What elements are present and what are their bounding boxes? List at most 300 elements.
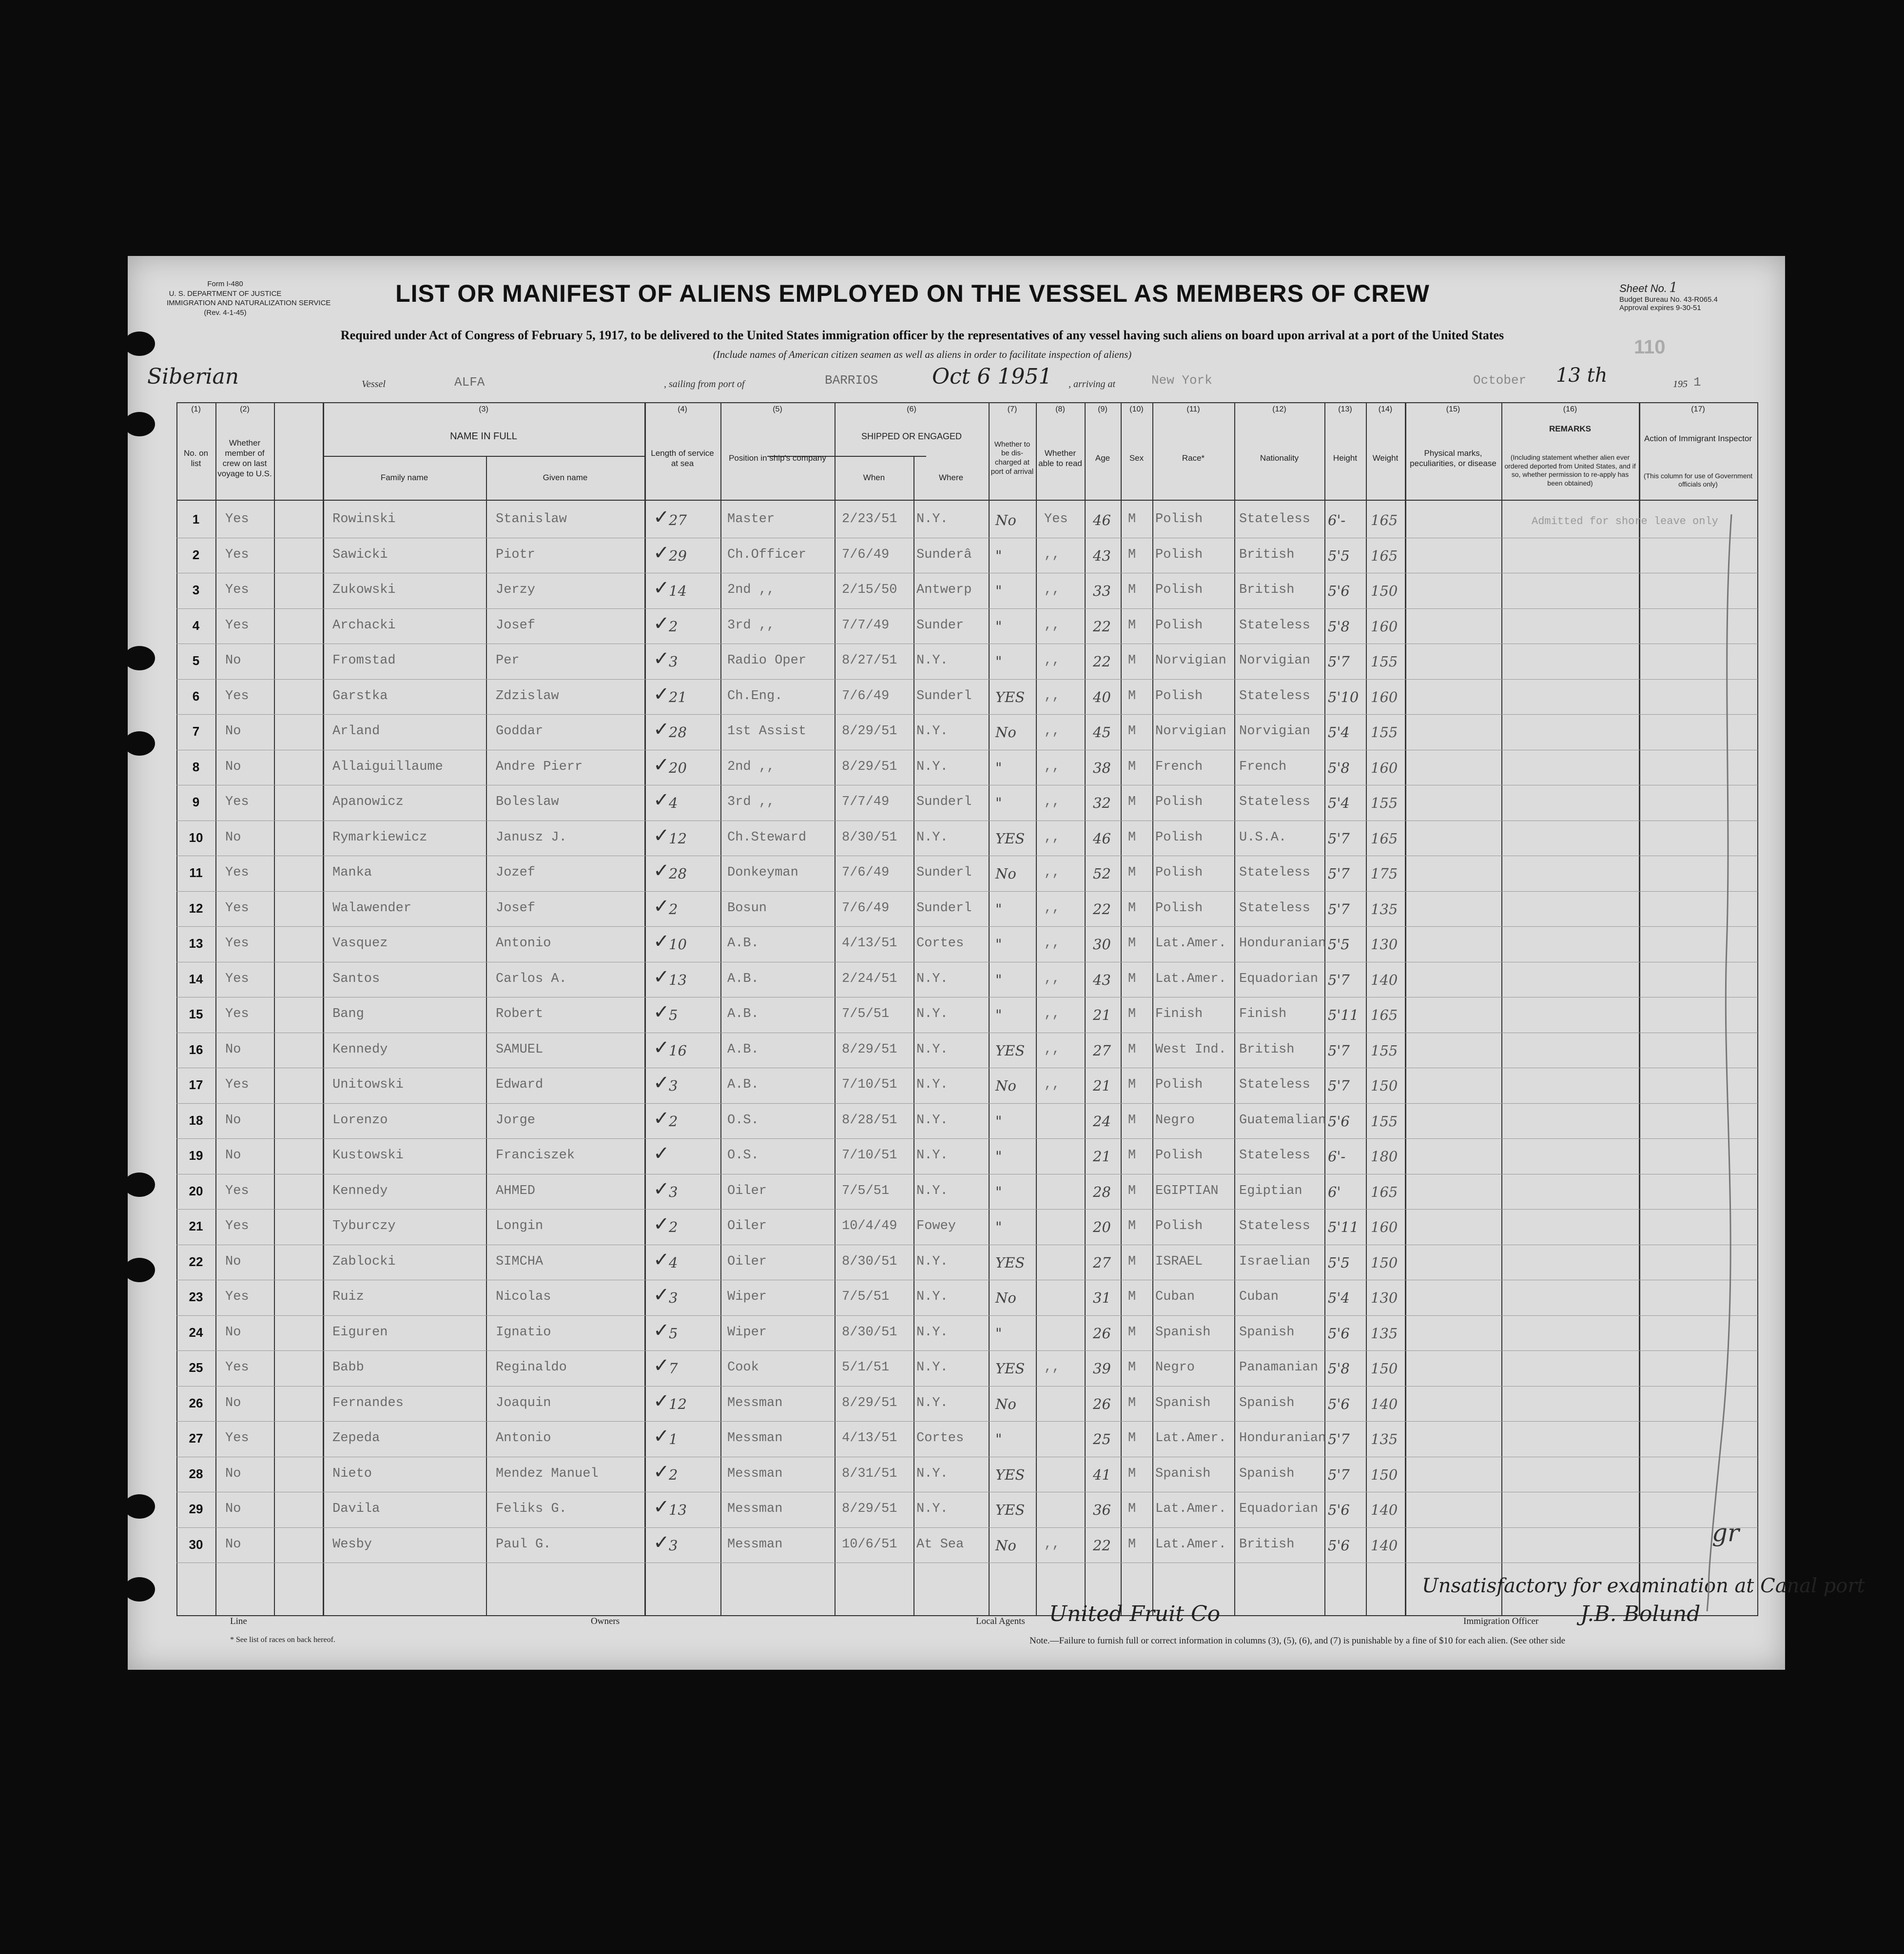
cell-sex: M xyxy=(1128,512,1136,527)
col-head-position: Position in ship's company xyxy=(729,453,826,463)
table-row xyxy=(176,714,1758,749)
cell-shipped-when: 8/30/51 xyxy=(842,1325,897,1340)
cell-crew-last-voyage: Yes xyxy=(225,1183,249,1198)
cell-discharged: No xyxy=(995,1537,1016,1554)
cell-race: West Ind. xyxy=(1155,1042,1226,1057)
footer-note: Note.—Failure to furnish full or correct information in columns (3), (5), (6), and (7) is punishable by a fine of $10 for each alien. (See other side xyxy=(1030,1636,1566,1646)
cell-weight: 180 xyxy=(1371,1148,1398,1165)
cell-shipped-when: 8/29/51 xyxy=(842,724,897,739)
cell-nationality: British xyxy=(1239,1042,1295,1057)
checkmark-icon: ✓ xyxy=(653,824,670,847)
cell-row-number: 18 xyxy=(189,1113,203,1128)
cell-given-name: Zdzislaw xyxy=(496,688,559,703)
cell-height: 5'5 xyxy=(1328,547,1350,564)
cell-shipped-where: N.Y. xyxy=(916,1077,948,1092)
cell-family-name: Zablocki xyxy=(332,1254,396,1269)
cell-weight: 155 xyxy=(1371,1042,1398,1059)
table-row xyxy=(176,856,1758,891)
cell-shipped-where: N.Y. xyxy=(916,512,948,527)
cell-position: 2nd ,, xyxy=(727,583,775,597)
table-row xyxy=(176,1245,1758,1280)
cell-height: 5'6 xyxy=(1328,1537,1350,1554)
cell-crew-last-voyage: Yes xyxy=(225,512,249,527)
cell-able-to-read: ,, xyxy=(1044,618,1060,633)
col-num-10: (10) xyxy=(1129,405,1144,413)
cell-able-to-read: ,, xyxy=(1044,547,1060,562)
cell-weight: 140 xyxy=(1371,1395,1398,1412)
cell-position: Ch.Eng. xyxy=(727,688,783,703)
cell-race: Lat.Amer. xyxy=(1155,1502,1226,1516)
cell-position: 3rd ,, xyxy=(727,795,775,809)
cell-discharged: " xyxy=(995,1113,1002,1130)
cell-row-number: 21 xyxy=(189,1219,203,1233)
cell-given-name: Jorge xyxy=(496,1113,536,1128)
checkmark-icon: ✓ xyxy=(653,1213,670,1235)
cell-discharged: " xyxy=(995,583,1002,599)
form-identifier xyxy=(167,279,331,317)
table-row xyxy=(176,785,1758,820)
cell-nationality: Finish xyxy=(1239,1007,1287,1021)
cell-row-number: 30 xyxy=(189,1537,203,1552)
cell-shipped-when: 8/30/51 xyxy=(842,830,897,845)
checkmark-icon: ✓ xyxy=(653,1001,670,1023)
table-row xyxy=(176,1386,1758,1421)
cell-family-name: Babb xyxy=(332,1360,364,1375)
table-row xyxy=(176,962,1758,997)
col-num-13: (13) xyxy=(1338,405,1352,413)
col-head-given: Given name xyxy=(543,473,588,483)
cell-height: 5'10 xyxy=(1328,688,1359,705)
cell-weight: 150 xyxy=(1371,1360,1398,1377)
cell-shipped-when: 2/24/51 xyxy=(842,971,897,986)
cell-discharged: " xyxy=(995,1431,1002,1447)
cell-crew-last-voyage: Yes xyxy=(225,1290,249,1304)
cell-height: 5'8 xyxy=(1328,1360,1350,1377)
cell-shipped-when: 8/29/51 xyxy=(842,1042,897,1057)
cell-sex: M xyxy=(1128,1537,1136,1552)
cell-able-to-read: ,, xyxy=(1044,724,1060,739)
form-footer xyxy=(176,1602,1758,1670)
cell-service-length: 28 xyxy=(669,724,687,741)
table-row xyxy=(176,679,1758,714)
cell-row-number: 1 xyxy=(192,512,200,527)
cell-shipped-where: N.Y. xyxy=(916,830,948,845)
cell-nationality: Stateless xyxy=(1239,795,1310,809)
cell-race: EGIPTIAN xyxy=(1155,1183,1219,1198)
cell-discharged: " xyxy=(995,936,1002,953)
cell-row-number: 19 xyxy=(189,1148,203,1163)
checkmark-icon: ✓ xyxy=(653,895,670,918)
cell-row-number: 11 xyxy=(189,865,203,880)
cell-family-name: Fromstad xyxy=(332,653,396,668)
cell-given-name: Mendez Manuel xyxy=(496,1466,599,1481)
cell-sex: M xyxy=(1128,1360,1136,1375)
cell-shipped-where: N.Y. xyxy=(916,1007,948,1021)
cell-age: 21 xyxy=(1093,1077,1111,1094)
cell-row-number: 9 xyxy=(192,795,200,809)
col-num-16: (16) xyxy=(1563,405,1577,413)
cell-height: 6' xyxy=(1328,1183,1341,1200)
cell-given-name: Antonio xyxy=(496,936,551,951)
cell-crew-last-voyage: No xyxy=(225,1042,241,1057)
col-head-physical: Physical marks, peculiarities, or disease xyxy=(1410,448,1496,468)
col-head-where: Where xyxy=(938,473,964,483)
table-row xyxy=(176,1527,1758,1563)
cell-race: Polish xyxy=(1155,865,1203,880)
cell-service-length: 27 xyxy=(669,512,687,528)
cell-family-name: Vasquez xyxy=(332,936,388,951)
cell-row-number: 3 xyxy=(192,583,200,597)
cell-row-number: 4 xyxy=(192,618,200,633)
cell-height: 5'7 xyxy=(1328,865,1350,882)
punch-hole xyxy=(124,1494,155,1519)
cell-service-length: 28 xyxy=(669,865,687,882)
checkmark-icon: ✓ xyxy=(653,1107,670,1130)
cell-race: Lat.Amer. xyxy=(1155,1537,1226,1552)
checkmark-icon: ✓ xyxy=(653,1072,670,1094)
cell-position: Cook xyxy=(727,1360,759,1375)
remark-row1: Admitted for shore leave only xyxy=(1532,515,1718,528)
cell-position: Wiper xyxy=(727,1325,767,1340)
cell-sex: M xyxy=(1128,865,1136,880)
table-row xyxy=(176,1068,1758,1103)
cell-service-length: 2 xyxy=(669,900,678,918)
cell-age: 40 xyxy=(1093,688,1111,705)
sailing-date: Oct 6 1951 xyxy=(932,364,1052,389)
cell-discharged: YES xyxy=(995,1254,1025,1271)
col-head-action: Action of Immigrant Inspector xyxy=(1644,434,1752,444)
arrival-year-prefix: 195 xyxy=(1673,379,1688,390)
cell-shipped-where: N.Y. xyxy=(916,1360,948,1375)
table-row xyxy=(176,644,1758,679)
cell-discharged: No xyxy=(995,724,1016,741)
footer-agents-label: Local Agents xyxy=(976,1616,1025,1626)
cell-weight: 130 xyxy=(1371,1290,1398,1306)
cell-age: 25 xyxy=(1093,1431,1111,1447)
cell-position: Messman xyxy=(727,1466,783,1481)
checkmark-icon: ✓ xyxy=(653,541,670,564)
cell-nationality: Guatemalian xyxy=(1239,1113,1326,1128)
cell-discharged: No xyxy=(995,1290,1016,1306)
cell-family-name: Garstka xyxy=(332,688,388,703)
cell-able-to-read: Yes xyxy=(1044,512,1068,527)
cell-nationality: Stateless xyxy=(1239,512,1310,527)
margin-note: Siberian xyxy=(147,364,239,389)
cell-height: 5'4 xyxy=(1328,795,1350,811)
cell-shipped-where: Sunderl xyxy=(916,865,972,880)
cell-sex: M xyxy=(1128,1431,1136,1446)
cell-age: 22 xyxy=(1093,900,1111,918)
cell-race: Polish xyxy=(1155,512,1203,527)
cell-height: 5'7 xyxy=(1328,653,1350,670)
cell-given-name: AHMED xyxy=(496,1183,536,1198)
table-row xyxy=(176,1033,1758,1068)
manifest-sheet xyxy=(128,256,1865,1670)
checkmark-icon: ✓ xyxy=(653,647,670,670)
cell-service-length: 20 xyxy=(669,759,687,776)
cell-crew-last-voyage: Yes xyxy=(225,1360,249,1375)
col-head-shipped: SHIPPED OR ENGAGED xyxy=(861,431,962,441)
checkmark-icon: ✓ xyxy=(653,753,670,776)
cell-age: 26 xyxy=(1093,1325,1111,1342)
cell-crew-last-voyage: No xyxy=(225,1466,241,1481)
table-row xyxy=(176,997,1758,1032)
cell-shipped-where: Sunderl xyxy=(916,688,972,703)
cell-sex: M xyxy=(1128,653,1136,668)
cell-age: 45 xyxy=(1093,724,1111,741)
punch-hole xyxy=(124,731,155,756)
cell-sex: M xyxy=(1128,1077,1136,1092)
cell-nationality: Cuban xyxy=(1239,1290,1279,1304)
form-dept: U. S. DEPARTMENT OF JUSTICE xyxy=(169,289,282,298)
cell-given-name: Andre Pierr xyxy=(496,759,583,774)
cell-age: 31 xyxy=(1093,1290,1111,1306)
col-num-14: (14) xyxy=(1378,405,1393,413)
cell-given-name: Nicolas xyxy=(496,1290,551,1304)
cell-service-length: 13 xyxy=(669,971,687,988)
cell-height: 6'- xyxy=(1328,512,1346,528)
cell-family-name: Kustowski xyxy=(332,1148,404,1163)
form-rev: (Rev. 4-1-45) xyxy=(204,308,247,317)
table-row xyxy=(176,926,1758,961)
cell-weight: 150 xyxy=(1371,583,1398,599)
cell-family-name: Eiguren xyxy=(332,1325,388,1340)
checkmark-icon: ✓ xyxy=(653,1389,670,1412)
checkmark-icon: ✓ xyxy=(653,1425,670,1447)
cell-crew-last-voyage: Yes xyxy=(225,900,249,916)
cell-given-name: Boleslaw xyxy=(496,795,559,809)
checkmark-icon: ✓ xyxy=(653,860,670,882)
cell-weight: 130 xyxy=(1371,936,1398,953)
cell-height: 5'7 xyxy=(1328,971,1350,988)
cell-given-name: Piotr xyxy=(496,547,536,562)
cell-discharged: No xyxy=(995,512,1016,528)
cell-height: 5'11 xyxy=(1328,1007,1359,1023)
cell-weight: 155 xyxy=(1371,724,1398,741)
cell-discharged: No xyxy=(995,1077,1016,1094)
cell-service-length: 5 xyxy=(669,1325,678,1342)
cell-shipped-where: N.Y. xyxy=(916,1113,948,1128)
cell-nationality: Stateless xyxy=(1239,865,1310,880)
cell-family-name: Archacki xyxy=(332,618,396,633)
cell-age: 27 xyxy=(1093,1042,1111,1059)
cell-given-name: Reginaldo xyxy=(496,1360,567,1375)
cell-discharged: No xyxy=(995,865,1016,882)
cell-position: A.B. xyxy=(727,1007,759,1021)
col-num-15: (15) xyxy=(1446,405,1460,413)
cell-race: Lat.Amer. xyxy=(1155,1431,1226,1446)
cell-weight: 155 xyxy=(1371,1113,1398,1130)
table-row xyxy=(176,502,1758,537)
cell-nationality: Honduranian xyxy=(1239,936,1326,951)
cell-height: 5'7 xyxy=(1328,1042,1350,1059)
cell-row-number: 23 xyxy=(189,1290,203,1304)
cell-crew-last-voyage: No xyxy=(225,1148,241,1163)
cell-height: 5'8 xyxy=(1328,618,1350,635)
col-head-action-note: (This column for use of Government officials only) xyxy=(1643,471,1753,488)
cell-weight: 155 xyxy=(1371,653,1398,670)
cell-discharged: " xyxy=(995,900,1002,918)
arrival-year-suffix: 1 xyxy=(1693,375,1701,390)
cell-able-to-read: ,, xyxy=(1044,759,1060,774)
cell-weight: 160 xyxy=(1371,618,1398,635)
cell-able-to-read: ,, xyxy=(1044,653,1060,668)
cell-crew-last-voyage: Yes xyxy=(225,1077,249,1092)
table-row xyxy=(176,1280,1758,1315)
table-row xyxy=(176,538,1758,573)
table-row xyxy=(176,821,1758,856)
checkmark-icon: ✓ xyxy=(653,1248,670,1271)
cell-race: Negro xyxy=(1155,1113,1195,1128)
cell-crew-last-voyage: Yes xyxy=(225,865,249,880)
cell-nationality: Stateless xyxy=(1239,900,1310,916)
cell-race: Finish xyxy=(1155,1007,1203,1021)
checkmark-icon: ✓ xyxy=(653,718,670,741)
budget-bureau: Budget Bureau No. 43-R065.4 xyxy=(1619,295,1718,304)
cell-position: A.B. xyxy=(727,936,759,951)
checkmark-icon: ✓ xyxy=(653,1284,670,1306)
cell-weight: 165 xyxy=(1371,830,1398,847)
cell-sex: M xyxy=(1128,795,1136,809)
footer-officer-signature: J.B. Bolund xyxy=(1580,1602,1701,1626)
cell-sex: M xyxy=(1128,688,1136,703)
cell-shipped-where: N.Y. xyxy=(916,1395,948,1410)
cell-service-length: 4 xyxy=(669,795,678,811)
cell-sex: M xyxy=(1128,1254,1136,1269)
cell-shipped-when: 2/23/51 xyxy=(842,512,897,527)
cell-given-name: Stanislaw xyxy=(496,512,567,527)
cell-row-number: 24 xyxy=(189,1325,203,1340)
cell-age: 46 xyxy=(1093,830,1111,847)
cell-age: 43 xyxy=(1093,971,1111,988)
cell-age: 22 xyxy=(1093,618,1111,635)
cell-nationality: French xyxy=(1239,759,1287,774)
cell-family-name: Fernandes xyxy=(332,1395,404,1410)
cell-able-to-read: ,, xyxy=(1044,1537,1060,1552)
col-head-height: Height xyxy=(1333,453,1358,463)
cell-crew-last-voyage: Yes xyxy=(225,795,249,809)
cell-sex: M xyxy=(1128,583,1136,597)
arriving-port: New York xyxy=(1151,373,1212,388)
cell-shipped-when: 7/6/49 xyxy=(842,547,890,562)
cell-row-number: 6 xyxy=(192,688,200,703)
cell-crew-last-voyage: Yes xyxy=(225,971,249,986)
cell-shipped-when: 2/15/50 xyxy=(842,583,897,597)
cell-discharged: " xyxy=(995,653,1002,670)
form-service: IMMIGRATION AND NATURALIZATION SERVICE xyxy=(167,299,331,307)
table-row xyxy=(176,1457,1758,1492)
cell-row-number: 22 xyxy=(189,1254,203,1269)
cell-given-name: Feliks G. xyxy=(496,1502,567,1516)
cell-weight: 135 xyxy=(1371,1325,1398,1342)
cell-family-name: Kennedy xyxy=(332,1042,388,1057)
cell-height: 5'7 xyxy=(1328,1466,1350,1483)
cell-race: Spanish xyxy=(1155,1395,1211,1410)
cell-weight: 165 xyxy=(1371,1007,1398,1023)
col-head-sex: Sex xyxy=(1129,453,1144,463)
cell-crew-last-voyage: Yes xyxy=(225,688,249,703)
table-row xyxy=(176,1315,1758,1350)
col-num-3: (3) xyxy=(479,405,488,413)
cell-discharged: " xyxy=(995,1007,1002,1023)
cell-service-length: 2 xyxy=(669,1466,678,1483)
table-row xyxy=(176,1421,1758,1456)
cell-family-name: Sawicki xyxy=(332,547,388,562)
cell-service-length: 3 xyxy=(669,1183,678,1200)
cell-discharged: " xyxy=(995,1148,1002,1165)
cell-shipped-when: 7/10/51 xyxy=(842,1077,897,1092)
col-num-2: (2) xyxy=(240,405,250,413)
cell-crew-last-voyage: Yes xyxy=(225,618,249,633)
cell-weight: 155 xyxy=(1371,795,1398,811)
col-head-race: Race* xyxy=(1182,453,1205,463)
cell-age: 22 xyxy=(1093,1537,1111,1554)
cell-shipped-when: 8/29/51 xyxy=(842,1395,897,1410)
cell-service-length: 5 xyxy=(669,1007,678,1023)
cell-shipped-when: 7/5/51 xyxy=(842,1290,890,1304)
cell-discharged: YES xyxy=(995,1466,1025,1483)
cell-nationality: Spanish xyxy=(1239,1466,1295,1481)
footer-owners-label: Owners xyxy=(591,1616,620,1626)
col-head-nationality: Nationality xyxy=(1260,453,1299,463)
punch-hole xyxy=(124,332,155,356)
cell-discharged: YES xyxy=(995,830,1025,847)
cell-weight: 165 xyxy=(1371,547,1398,564)
cell-crew-last-voyage: Yes xyxy=(225,1007,249,1021)
col-num-12: (12) xyxy=(1272,405,1286,413)
cell-age: 38 xyxy=(1093,759,1111,776)
cell-nationality: Stateless xyxy=(1239,688,1310,703)
arrival-day: 13 th xyxy=(1556,364,1608,387)
cell-weight: 140 xyxy=(1371,1502,1398,1518)
cell-nationality: Stateless xyxy=(1239,1148,1310,1163)
cell-sex: M xyxy=(1128,1395,1136,1410)
col-num-1: (1) xyxy=(191,405,201,413)
cell-family-name: Zukowski xyxy=(332,583,396,597)
cell-crew-last-voyage: No xyxy=(225,830,241,845)
cell-able-to-read: ,, xyxy=(1044,1007,1060,1021)
cell-given-name: Longin xyxy=(496,1219,544,1233)
cell-row-number: 20 xyxy=(189,1183,203,1198)
cell-shipped-when: 7/6/49 xyxy=(842,900,890,916)
cell-shipped-when: 10/6/51 xyxy=(842,1537,897,1552)
cell-race: Lat.Amer. xyxy=(1155,936,1226,951)
cell-position: Messman xyxy=(727,1395,783,1410)
cell-shipped-where: Sunder xyxy=(916,618,964,633)
checkmark-icon: ✓ xyxy=(653,930,670,953)
punch-hole xyxy=(124,412,155,436)
document-title: LIST OR MANIFEST OF ALIENS EMPLOYED ON THE VESSEL AS MEMBERS OF CREW xyxy=(395,280,1430,307)
cell-race: Spanish xyxy=(1155,1325,1211,1340)
cell-row-number: 13 xyxy=(189,936,203,951)
table-row xyxy=(176,750,1758,785)
cell-position: Oiler xyxy=(727,1183,767,1198)
cell-shipped-where: N.Y. xyxy=(916,1148,948,1163)
col-num-17: (17) xyxy=(1691,405,1705,413)
cell-age: 30 xyxy=(1093,936,1111,953)
cell-crew-last-voyage: Yes xyxy=(225,1431,249,1446)
cell-given-name: Janusz J. xyxy=(496,830,567,845)
col-head-service: Length of service at sea xyxy=(651,448,714,468)
cell-service-length: 7 xyxy=(669,1360,678,1377)
vessel-name: ALFA xyxy=(454,375,485,390)
cell-height: 5'6 xyxy=(1328,1502,1350,1518)
cell-height: 5'6 xyxy=(1328,1113,1350,1130)
col-num-6: (6) xyxy=(907,405,916,413)
cell-weight: 175 xyxy=(1371,865,1398,882)
cell-position: Wiper xyxy=(727,1290,767,1304)
cell-age: 22 xyxy=(1093,653,1111,670)
